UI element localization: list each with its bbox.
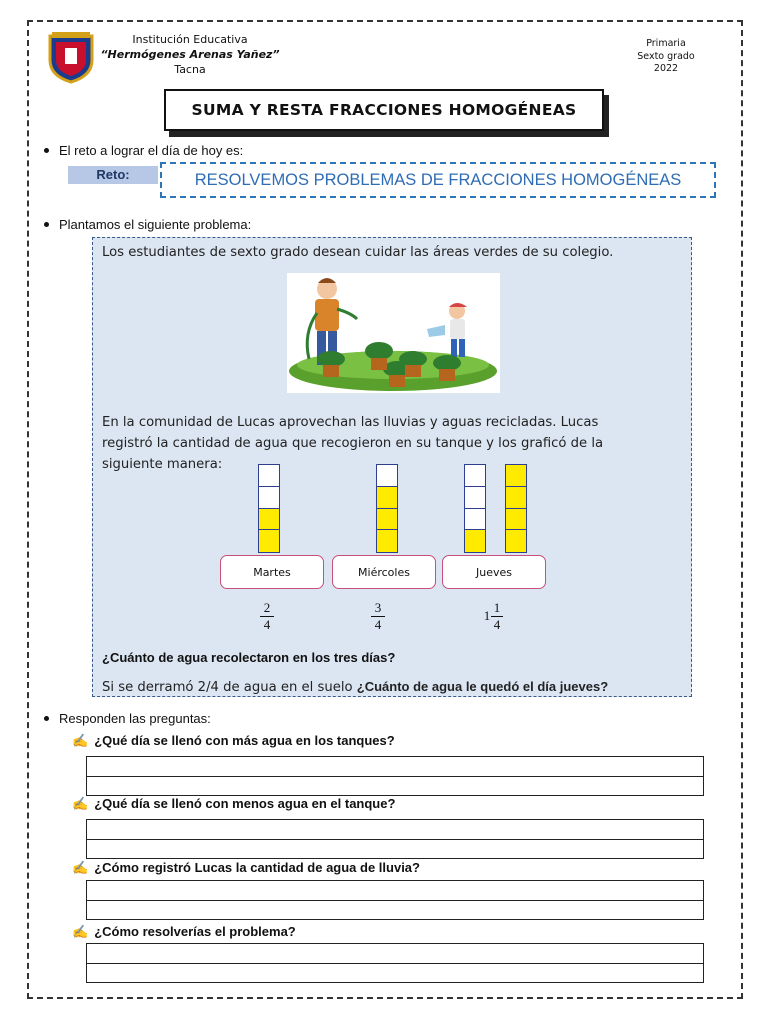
water-tank-jueves-2 xyxy=(505,464,527,553)
watering-plants-illustration xyxy=(287,273,500,393)
writing-hand-icon: ✍ xyxy=(72,924,89,939)
fraction-denominator: 4 xyxy=(263,617,271,632)
challenge-box: RESOLVEMOS PROBLEMAS DE FRACCIONES HOMOGÉNEAS xyxy=(160,162,716,198)
bullet-dot xyxy=(44,716,49,721)
tank-segment xyxy=(377,487,397,509)
writing-hand-icon: ✍ xyxy=(72,796,89,811)
grade-info xyxy=(626,38,706,76)
writing-hand-icon: ✍ xyxy=(72,733,89,748)
tank-segment xyxy=(465,509,485,531)
bullet-dot xyxy=(44,222,49,227)
challenge-intro-text: El reto a lograr el día de hoy es: xyxy=(59,143,244,158)
answer-field-1[interactable] xyxy=(86,756,704,796)
tank-segment xyxy=(506,530,526,552)
writing-hand-icon: ✍ xyxy=(72,860,89,875)
tank-segment xyxy=(259,487,279,509)
grade-text: Sexto grado xyxy=(637,50,695,62)
answer-question-1 xyxy=(72,733,395,749)
answer-question-text: ¿Qué día se llenó con más agua en los tanques? xyxy=(94,733,395,748)
problem-line1: Los estudiantes de sexto grado desean cuidar las áreas verdes de su colegio. xyxy=(102,245,614,260)
answer-line xyxy=(87,963,703,964)
year-text: 2022 xyxy=(653,63,679,74)
answer-line xyxy=(87,839,703,840)
page-title: SUMA Y RESTA FRACCIONES HOMOGÉNEAS xyxy=(164,89,604,131)
answer-question-text: ¿Cómo resolverías el problema? xyxy=(94,924,296,939)
fraction-denominator: 4 xyxy=(493,617,501,632)
school-info xyxy=(100,32,280,77)
tank-segment xyxy=(259,465,279,487)
water-tank-miércoles-1 xyxy=(376,464,398,553)
fraction-numerator: 3 xyxy=(374,600,382,615)
tank-segment xyxy=(259,530,279,552)
institution-line: Institución Educativa xyxy=(132,33,248,46)
tank-segment xyxy=(465,530,485,552)
answer-question-text: ¿Qué día se llenó con menos agua en el tanque? xyxy=(94,796,396,811)
answer-field-3[interactable] xyxy=(86,880,704,920)
fraction-martes xyxy=(260,601,274,632)
answers-intro xyxy=(44,711,211,726)
fraction-numerator: 1 xyxy=(493,600,501,615)
problem-paragraph-line-a: En la comunidad de Lucas aprovechan las lluvias y aguas recicladas. Lucas xyxy=(102,415,599,430)
water-tank-jueves-1 xyxy=(464,464,486,553)
challenge-intro xyxy=(44,143,243,158)
answer-line xyxy=(87,900,703,901)
challenge-label: Reto: xyxy=(68,166,158,184)
day-label-jueves: Jueves xyxy=(442,555,546,589)
school-logo xyxy=(46,30,96,84)
day-label-martes: Martes xyxy=(220,555,324,589)
bullet-dot xyxy=(44,148,49,153)
problem-question-2-plain: Si se derramó 2/4 de agua en el suelo xyxy=(102,680,357,695)
problem-intro xyxy=(44,217,251,232)
answer-question-4 xyxy=(72,924,296,940)
tank-segment xyxy=(377,509,397,531)
tank-segment xyxy=(506,465,526,487)
answer-question-2 xyxy=(72,796,395,812)
problem-paragraph-line-c: siguiente manera: xyxy=(102,457,223,472)
fraction-numerator: 2 xyxy=(263,600,271,615)
tank-segment xyxy=(465,487,485,509)
water-tank-martes-1 xyxy=(258,464,280,553)
answer-field-4[interactable] xyxy=(86,943,704,983)
answer-field-2[interactable] xyxy=(86,819,704,859)
level-text: Primaria xyxy=(646,38,686,49)
fraction-jueves xyxy=(491,601,503,632)
tank-segment xyxy=(377,465,397,487)
answer-question-text: ¿Cómo registró Lucas la cantidad de agua de lluvia? xyxy=(94,860,420,875)
fraction-denominator: 4 xyxy=(374,617,382,632)
problem-intro-text: Plantamos el siguiente problema: xyxy=(59,217,252,232)
day-label-miercoles: Miércoles xyxy=(332,555,436,589)
answers-intro-text: Responden las preguntas: xyxy=(59,711,211,726)
tank-segment xyxy=(506,509,526,531)
problem-question-2 xyxy=(102,676,608,698)
tank-segment xyxy=(259,509,279,531)
problem-paragraph-line-b: registró la cantidad de agua que recogieron en su tanque y los graficó de la xyxy=(102,436,604,451)
institution-name: “Hermógenes Arenas Yañez” xyxy=(100,48,280,61)
answer-question-3 xyxy=(72,860,420,876)
fraction-miercoles xyxy=(371,601,385,632)
problem-question-2-bold: ¿Cuánto de agua le quedó el día jueves? xyxy=(356,679,609,694)
problem-question-1: ¿Cuánto de agua recolectaron en los tres días? xyxy=(102,650,396,665)
tank-segment xyxy=(465,465,485,487)
institution-city: Tacna xyxy=(174,63,206,76)
tank-segment xyxy=(506,487,526,509)
tank-segment xyxy=(377,530,397,552)
fraction-jueves-whole: 1 xyxy=(483,608,491,623)
answer-line xyxy=(87,776,703,777)
